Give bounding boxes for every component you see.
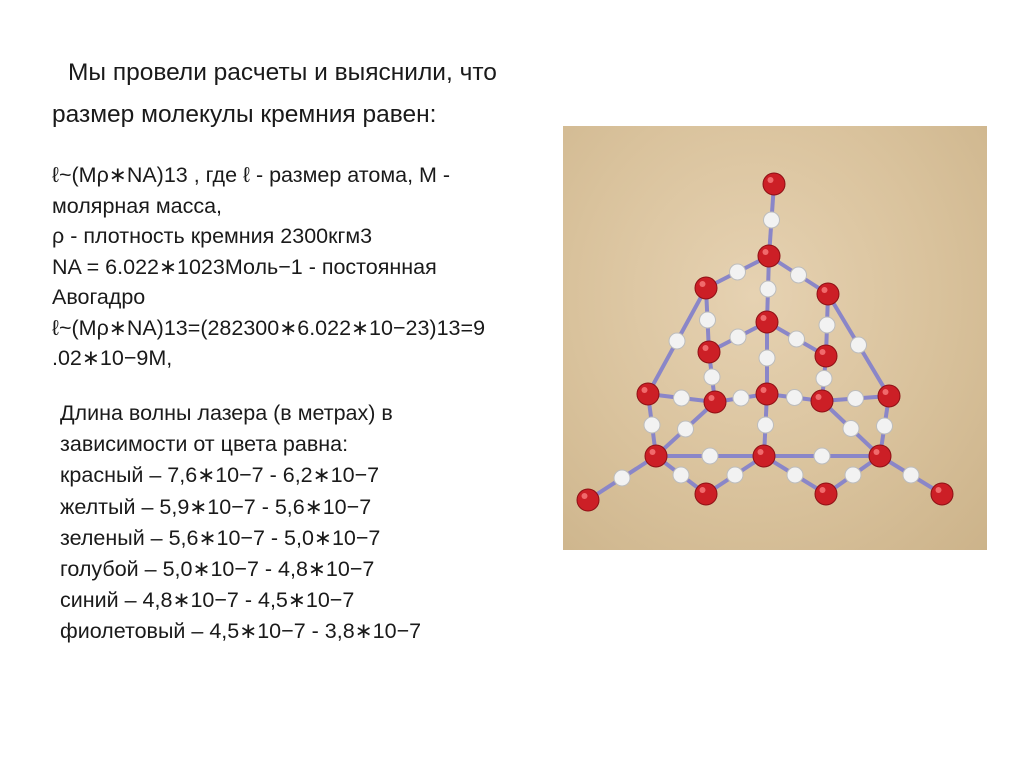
red-atom	[637, 383, 659, 405]
red-atom	[811, 390, 833, 412]
white-atom	[678, 421, 694, 437]
red-atom	[931, 483, 953, 505]
red-atom	[645, 445, 667, 467]
white-atom	[702, 448, 718, 464]
white-atom	[733, 390, 749, 406]
white-atom	[644, 417, 660, 433]
red-atom	[878, 385, 900, 407]
wavelength-lightblue: голубой – 5,0∗10−7 - 4,8∗10−7	[60, 557, 375, 582]
formula-line: ρ - плотность кремния 2300кгм3	[52, 224, 373, 248]
white-atom	[759, 350, 775, 366]
title-line-1: Мы провели расчеты и выяснили, что	[68, 59, 497, 86]
white-atom	[845, 467, 861, 483]
silicon-crystal-model-photo	[563, 126, 987, 550]
white-atom	[848, 391, 864, 407]
formula-line: Авогадро	[52, 285, 146, 309]
red-atom	[763, 173, 785, 195]
atom-highlight	[822, 287, 828, 293]
atom-highlight	[763, 249, 769, 255]
wavelength-violet: фиолетовый – 4,5∗10−7 - 3,8∗10−7	[60, 619, 422, 644]
atom-highlight	[761, 315, 767, 321]
atom-highlight	[642, 387, 648, 393]
red-atom	[869, 445, 891, 467]
red-atom	[756, 383, 778, 405]
white-atom	[816, 371, 832, 387]
wavelength-red: красный – 7,6∗10−7 - 6,2∗10−7	[60, 463, 380, 488]
atom-highlight	[700, 487, 706, 493]
white-atom	[730, 264, 746, 280]
red-atom	[577, 489, 599, 511]
formula-line: ℓ~(Mρ∗NA)13 , где ℓ - размер атома, M -	[52, 163, 451, 187]
formula-line: .02∗10−9M,	[52, 346, 173, 370]
red-atom	[758, 245, 780, 267]
white-atom	[787, 390, 803, 406]
atom-highlight	[703, 345, 709, 351]
atom-highlight	[820, 487, 826, 493]
formula-block	[52, 160, 552, 374]
formula-line: ℓ~(Mρ∗NA)13=(282300∗6.022∗10−23)13=9	[52, 315, 486, 340]
red-atom	[695, 277, 717, 299]
red-atom	[815, 483, 837, 505]
wavelength-block	[60, 398, 530, 648]
white-atom	[814, 448, 830, 464]
wavelength-green: зеленый – 5,6∗10−7 - 5,0∗10−7	[60, 525, 381, 550]
red-atom	[753, 445, 775, 467]
atom-highlight	[582, 493, 588, 499]
white-atom	[764, 212, 780, 228]
white-atom	[789, 331, 805, 347]
white-atom	[791, 267, 807, 283]
white-atom	[760, 281, 776, 297]
wavelength-yellow: желтый – 5,9∗10−7 - 5,6∗10−7	[60, 494, 372, 519]
red-atom	[756, 311, 778, 333]
red-atom	[695, 483, 717, 505]
white-atom	[851, 337, 867, 353]
atom-highlight	[820, 349, 826, 355]
white-atom	[877, 418, 893, 434]
formula-line: NA = 6.022∗1023Моль−1 - постоянная	[52, 254, 437, 279]
red-atom	[817, 283, 839, 305]
white-atom	[730, 329, 746, 345]
atom-highlight	[816, 394, 822, 400]
white-atom	[674, 390, 690, 406]
formula-line: молярная масса,	[52, 193, 223, 218]
atom-highlight	[758, 449, 764, 455]
atom-highlight	[768, 177, 774, 183]
white-atom	[787, 467, 803, 483]
wavelength-intro: зависимости от цвета равна:	[60, 432, 349, 457]
red-atom	[698, 341, 720, 363]
white-atom	[843, 421, 859, 437]
atom-highlight	[650, 449, 656, 455]
wavelength-blue: синий – 4,8∗10−7 - 4,5∗10−7	[60, 588, 355, 613]
white-atom	[614, 470, 630, 486]
white-atom	[704, 369, 720, 385]
white-atom	[673, 467, 689, 483]
white-atom	[669, 333, 685, 349]
atom-highlight	[709, 395, 715, 401]
wavelength-intro: Длина волны лазера (в метрах) в	[60, 401, 393, 425]
white-atom	[758, 417, 774, 433]
atom-highlight	[936, 487, 942, 493]
red-atom	[815, 345, 837, 367]
molecule-model-icon	[563, 126, 987, 550]
white-atom	[903, 467, 919, 483]
title-line-2: размер молекулы кремния равен:	[52, 101, 437, 128]
red-atom	[704, 391, 726, 413]
atom-highlight	[874, 449, 880, 455]
white-atom	[819, 317, 835, 333]
atom-highlight	[761, 387, 767, 393]
white-atom	[700, 312, 716, 328]
atom-highlight	[883, 389, 889, 395]
atom-highlight	[700, 281, 706, 287]
white-atom	[727, 467, 743, 483]
